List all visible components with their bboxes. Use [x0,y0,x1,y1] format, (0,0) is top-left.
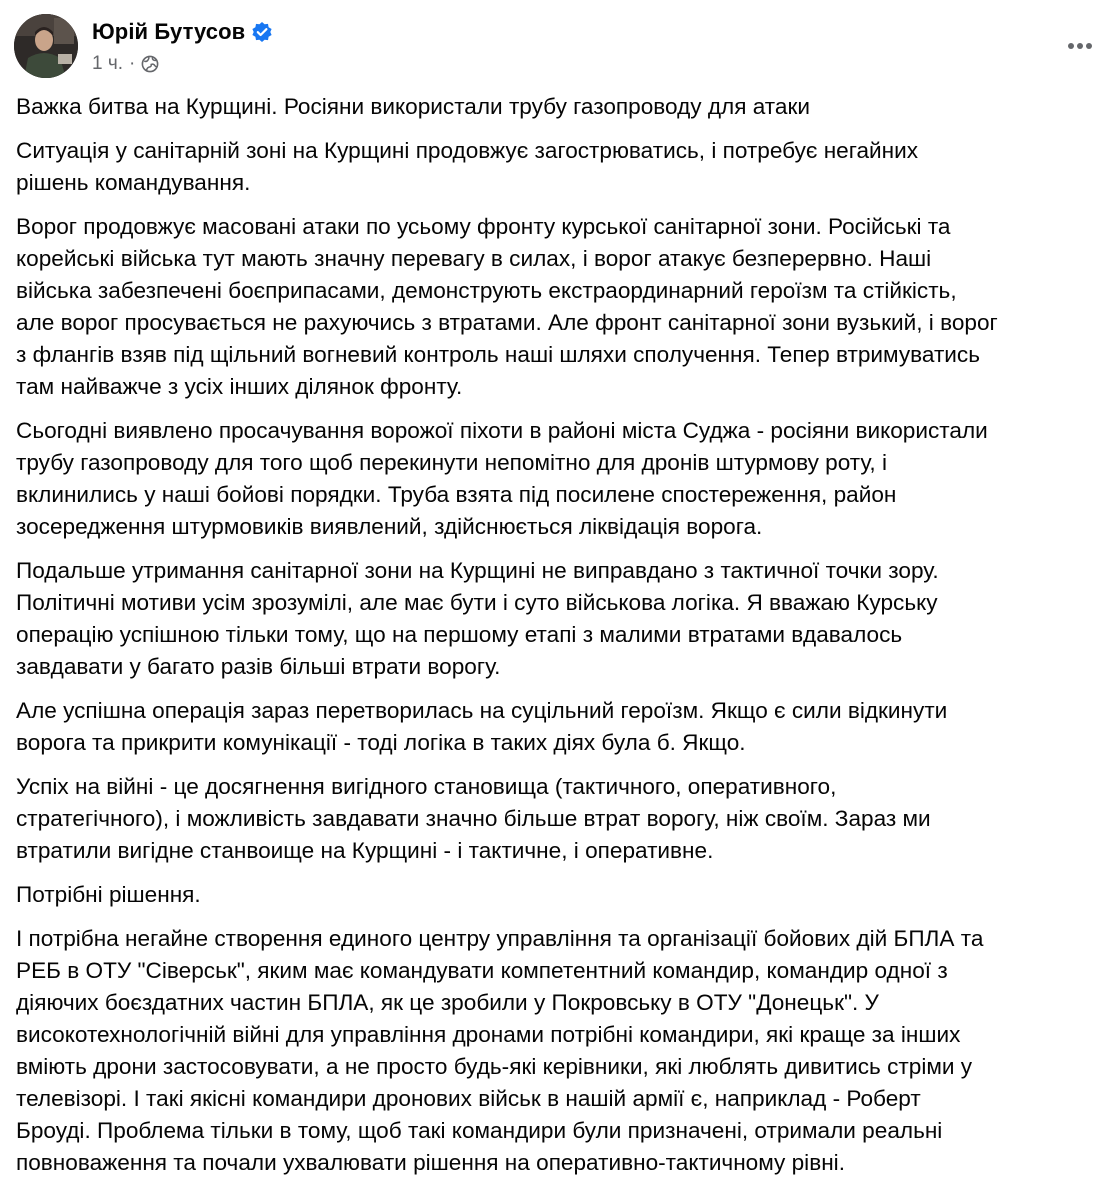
post-body [16,91,1104,1191]
post-paragraph: Потрібні рішення. [16,882,201,907]
post-paragraph-title: Важка битва на Курщині. Росіяни використали трубу газопроводу для атаки [16,94,810,119]
more-options-icon[interactable] [1062,28,1098,64]
post-paragraph: Але успішна операція зараз перетворилась на суцільний героїзм. Якщо є сили відкинути ворога та прикрити комунікації - тоді логіка в таких діях була б. Якщо. [16,698,948,755]
post-timestamp[interactable]: 1 ч. [92,53,124,74]
post-paragraph: Подальше утримання санітарної зони на Курщині не виправдано з тактичної точки зору. Політичні мотиви усім зрозумілі, але має бути і суто військова логіка. Я вважаю Курську операцію успішною тільки тому, що на першому етапі з малими втратами вдавалось завдавати у багато разів більші втрати ворогу. [16,558,939,679]
author-name-row [92,18,273,46]
author-avatar[interactable] [14,14,78,78]
globe-icon[interactable] [141,55,159,73]
post-paragraph: Успіх на війні - це досягнення вигідного становища (тактичного, оперативного, стратегічного), і можливість завдавати значно більше втрат ворогу, ніж своїм. Зараз ми втратили вигідне станвоище на Курщині - і тактичне, і оперативне. [16,774,931,863]
post-paragraph: Ворог продовжує масовані атаки по усьому фронту курської санітарної зони. Російські та корейські війська тут мають значну перевагу в силах, і ворог атакує безперервно. Наші війська забезпечені боєприпасами, демонструють екстраординарний героїзм та стійкість, але ворог просувається не рахуючись з втратами. Але фронт санітарної зони вузький, і ворог з флангів взяв під щільний вогневий контроль наші шляхи сполучення. Тепер втримуватись там найважче з усіх інших ділянок фронту. [16,214,998,399]
post-paragraph: І потрібна негайне створення единого центру управління та організації бойових дій БПЛА та РЕБ в ОТУ "Сіверськ", яким має командувати компетентний командир, командир одної з діяючих боєздатних частин БПЛА, як це зробили у Покровську в ОТУ "Донецьк". У високотехнологічній війні для управління дронами потрібні командири, які краще за інших вміють дрони застосовувати, а не просто будь-які керівники, які люблять дивитись стріми у телевізорі. І такі якісні командири дронових військ в нашій армії є, наприклад - Роберт Броуді. Проблема тільки в тому, щоб такі командири були призначені, отримали реальні повноваження та почали ухвалювати рішення на оперативно-тактичному рівні. [16,926,984,1175]
author-name[interactable]: Юрій Бутусов [92,19,246,44]
post-paragraph: Ситуація у санітарній зоні на Курщині продовжує загострюватись, і потребує негайних рішень командування. [16,138,919,195]
post-meta [92,52,273,76]
verified-badge-icon [251,21,273,43]
post-paragraph: Сьогодні виявлено просачування ворожої піхоти в районі міста Суджа - росіяни використали трубу газопроводу для того щоб перекинути непомітно для дронів штурмову роту, і вклинились у наші бойові порядки. Труба взята під посилене спостереження, район зосередження штурмовиків виявлений, здійснюється ліквідація ворога. [16,418,988,539]
avatar-photo-icon [14,14,78,78]
meta-separator: · [129,53,136,74]
post-header [14,14,1102,80]
author-block [92,18,273,76]
